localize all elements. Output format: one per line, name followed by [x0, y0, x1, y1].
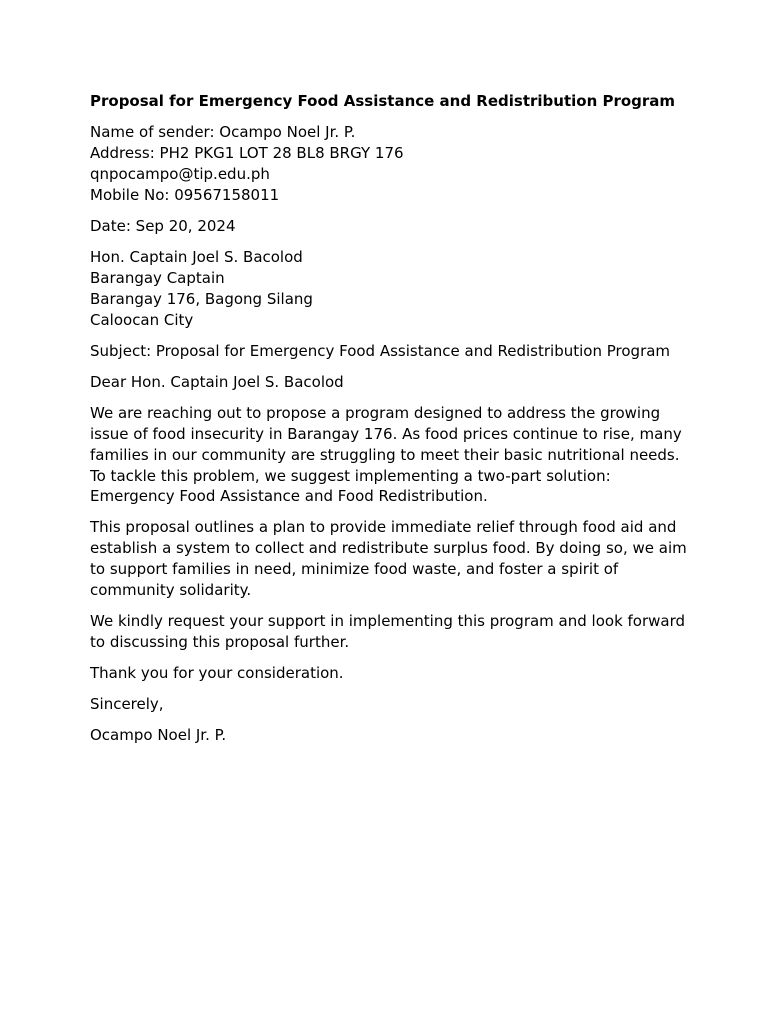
recipient-position: Barangay Captain [90, 268, 225, 287]
recipient-name: Hon. Captain Joel S. Bacolod [90, 248, 303, 267]
sender-mobile: Mobile No: 09567158011 [90, 185, 280, 204]
sender-email: qnpocampo@tip.edu.ph [90, 164, 270, 183]
letter-date: Date: Sep 20, 2024 [90, 216, 236, 235]
letter-subject: Subject: Proposal for Emergency Food Assistance and Redistribution Program [90, 341, 671, 360]
recipient-barangay: Barangay 176, Bagong Silang [90, 289, 313, 308]
letter-closing: Sincerely, [90, 695, 164, 714]
body-paragraph: This proposal outlines a plan to provide immediate relief through food aid and establish a system to collect and redistribute surplus food. By doing so, we aim to support families in need, minimize food waste, and foster a spirit of community solidarity. [90, 518, 687, 599]
recipient-city: Caloocan City [90, 310, 194, 329]
sender-address: Address: PH2 PKG1 LOT 28 BL8 BRGY 176 [90, 144, 404, 163]
letter-page [90, 91, 690, 757]
sender-name: Name of sender: Ocampo Noel Jr. P. [90, 123, 356, 142]
body-paragraph: We are reaching out to propose a program designed to address the growing issue of food insecurity in Barangay 176. As food prices continue to rise, many families in our community are struggling to meet their basic nutritional needs. To tackle this problem, we suggest implementing a two-part solution: Emergency Food Assistance and Food Redistribution. [90, 404, 682, 506]
recipient-block [90, 247, 690, 330]
letter-salutation: Dear Hon. Captain Joel S. Bacolod [90, 372, 344, 391]
document-title: Proposal for Emergency Food Assistance and Redistribution Program [90, 92, 676, 110]
body-paragraph: We kindly request your support in implementing this program and look forward to discussing this proposal further. [90, 612, 686, 651]
thank-you-line: Thank you for your consideration. [90, 664, 344, 683]
letter-signature: Ocampo Noel Jr. P. [90, 726, 227, 745]
sender-block [90, 122, 690, 205]
